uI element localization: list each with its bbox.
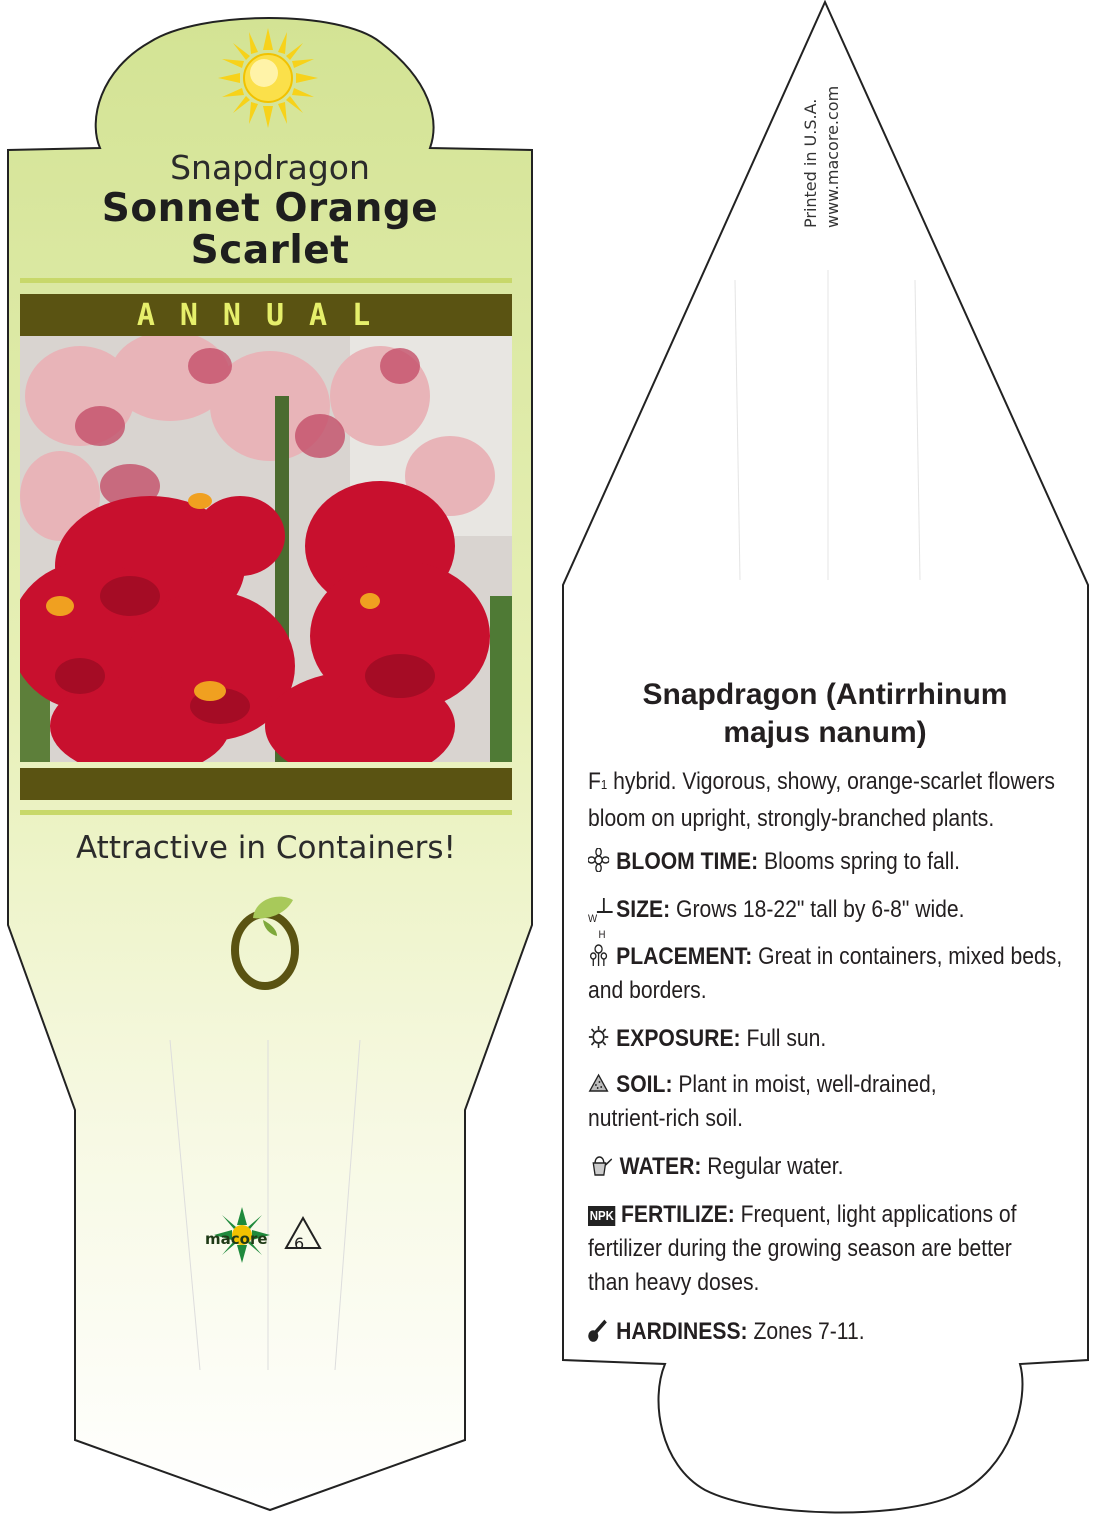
size-icon xyxy=(588,896,616,941)
variety-name xyxy=(40,188,500,272)
soil-icon xyxy=(588,1071,609,1095)
intro-line-2: bloom on upright, strongly-branched plants. xyxy=(588,805,995,832)
category-label: ANNUAL xyxy=(136,298,396,333)
f1-label: F xyxy=(588,768,601,795)
water-row xyxy=(588,1150,843,1184)
hardiness-label: HARDINESS: xyxy=(616,1318,748,1345)
intro-line-1: hybrid. Vigorous, showy, orange-scarlet flowers xyxy=(607,768,1055,795)
bloom-time-value: Blooms spring to fall. xyxy=(758,848,961,875)
watering-can-icon xyxy=(588,1153,613,1177)
variety-line-2: Scarlet xyxy=(190,228,350,273)
common-name: Snapdragon xyxy=(170,148,370,187)
plants-icon xyxy=(588,943,609,967)
thermometer-icon xyxy=(588,1318,609,1342)
seedling-logo-icon xyxy=(225,890,305,990)
npk-icon: NPK xyxy=(588,1206,616,1226)
size-icon-w: W xyxy=(588,913,598,925)
placement-label: PLACEMENT: xyxy=(616,943,753,970)
bloom-time-label: BLOOM TIME: xyxy=(616,848,759,875)
bloom-time-row xyxy=(588,845,960,879)
fertilize-value: Frequent, light applications of xyxy=(734,1201,1017,1228)
brand-name: macore xyxy=(205,1230,268,1248)
water-label: WATER: xyxy=(619,1153,702,1180)
soil-value: Plant in moist, well-drained, xyxy=(672,1071,937,1098)
fertilize-row xyxy=(588,1198,1017,1300)
hardiness-value: Zones 7-11. xyxy=(747,1318,865,1345)
size-value: Grows 18-22" tall by 6-8" wide. xyxy=(670,896,965,923)
f1-sub: 1 xyxy=(600,777,608,792)
fertilize-value-cont: fertilizer during the growing season are better xyxy=(588,1235,1012,1262)
botanical-title-line-1: Snapdragon (Antirrhinum xyxy=(642,678,1008,711)
tagline: Attractive in Containers! xyxy=(76,830,456,866)
bottom-band xyxy=(20,768,512,800)
sun-outline-icon xyxy=(588,1025,609,1049)
size-row xyxy=(588,893,965,941)
flower-icon xyxy=(588,848,609,872)
printed-info xyxy=(800,86,844,228)
accent-divider xyxy=(20,278,512,283)
placement-value-cont: and borders. xyxy=(588,977,707,1004)
description xyxy=(588,765,1055,836)
water-value: Regular water. xyxy=(701,1153,844,1180)
placement-row xyxy=(588,940,1062,1008)
placement-value: Great in containers, mixed beds, xyxy=(752,943,1063,970)
botanical-title-line-2: majus nanum) xyxy=(723,716,927,749)
variety-line-1: Sonnet Orange xyxy=(101,186,439,231)
exposure-label: EXPOSURE: xyxy=(616,1025,741,1052)
soil-label: SOIL: xyxy=(616,1071,673,1098)
exposure-row xyxy=(588,1022,826,1056)
full-sun-icon xyxy=(218,28,318,128)
soil-row xyxy=(588,1068,937,1136)
accent-divider-lower xyxy=(20,810,512,815)
website-line: www.macore.com xyxy=(823,85,842,228)
flower-photo xyxy=(20,336,512,762)
botanical-title xyxy=(575,676,1075,752)
recycle-code: 6 xyxy=(294,1234,305,1253)
fertilize-label: FERTILIZE: xyxy=(620,1201,735,1228)
soil-value-cont: nutrient-rich soil. xyxy=(588,1105,743,1132)
size-label: SIZE: xyxy=(616,896,671,923)
fertilize-value-cont2: than heavy doses. xyxy=(588,1269,760,1296)
printed-line: Printed in U.S.A. xyxy=(801,98,820,228)
hardiness-row xyxy=(588,1315,865,1349)
size-icon-h: H xyxy=(598,929,606,941)
exposure-value: Full sun. xyxy=(740,1025,827,1052)
